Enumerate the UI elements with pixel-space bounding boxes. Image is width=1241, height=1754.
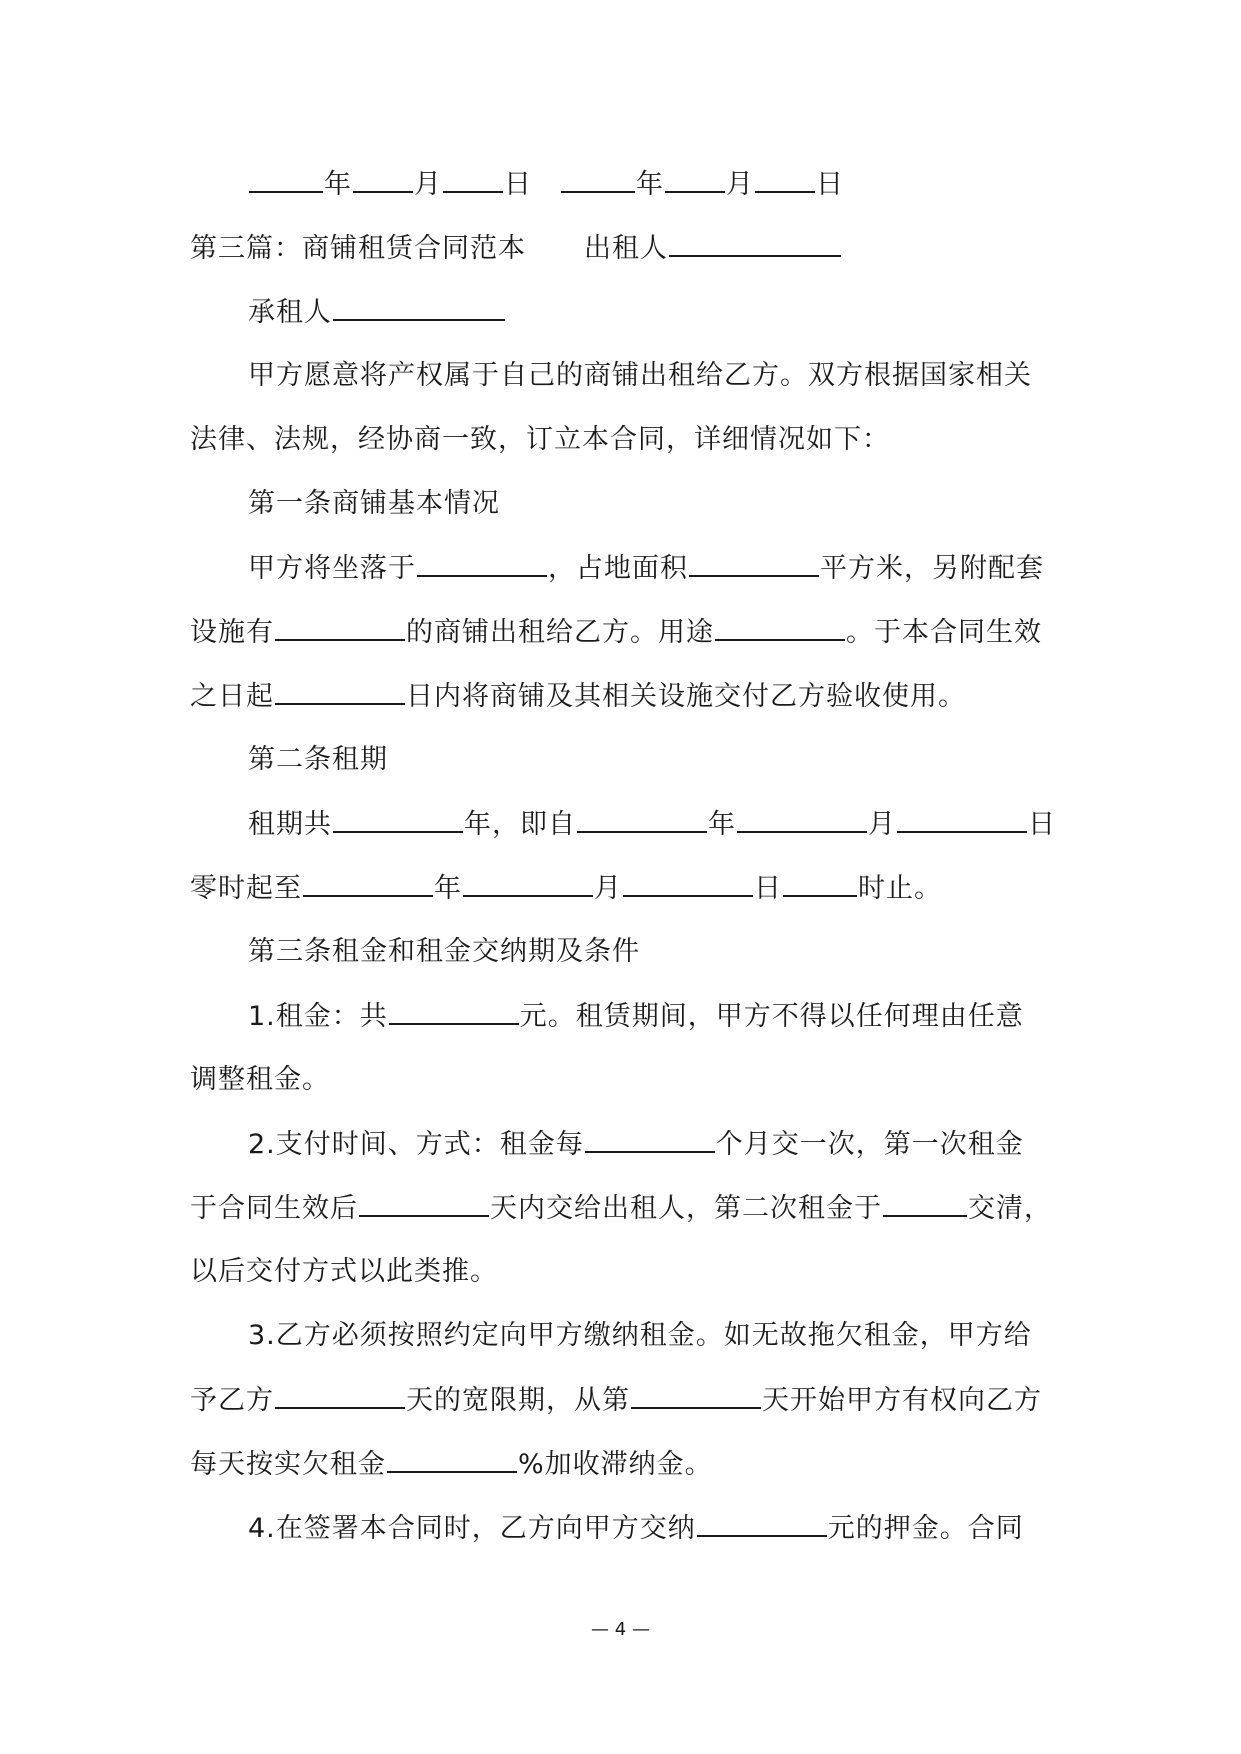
text-fragment: 年，即自 — [464, 809, 576, 840]
blank-field — [577, 804, 707, 833]
text-fragment: 月 — [868, 809, 896, 840]
text-fragment: 个月交一次，第一次租金 — [715, 1129, 1024, 1160]
paragraph-line — [248, 1508, 1024, 1548]
article-title — [248, 484, 500, 524]
text-fragment: 2.支付时间、方式：租金每 — [248, 1129, 584, 1160]
paragraph-line — [190, 612, 1042, 652]
paragraph-line — [248, 804, 1056, 844]
text-fragment: 于合同生效后 — [190, 1193, 358, 1224]
text-fragment: 年 — [636, 169, 664, 200]
blank-field — [897, 804, 1027, 833]
article-title — [248, 932, 640, 972]
text-fragment: 天开始甲方有权向乙方 — [762, 1385, 1042, 1416]
blank-field — [755, 164, 815, 193]
tenant-line — [248, 292, 506, 332]
text-fragment: 日 — [1028, 809, 1056, 840]
tenant-label: 承租人 — [248, 297, 332, 328]
text-fragment: 之日起 — [190, 681, 274, 712]
lessor-label: 出租人 — [584, 233, 668, 264]
article-title — [248, 740, 388, 780]
blank-field — [443, 164, 503, 193]
text-fragment: 设施有 — [190, 617, 274, 648]
blank-field — [275, 1380, 405, 1409]
paragraph-line — [190, 676, 966, 716]
text-fragment: 日 — [754, 873, 782, 904]
blank-field — [333, 292, 505, 321]
text-fragment: 甲方将坐落于 — [248, 553, 416, 584]
text-fragment: 天的宽限期，从第 — [406, 1385, 630, 1416]
paragraph-line — [190, 1380, 1042, 1420]
text-fragment: 日内将商铺及其相关设施交付乙方验收使用。 — [406, 681, 966, 712]
text-fragment: 1.租金：共 — [248, 1001, 388, 1032]
text-fragment: 交清， — [968, 1193, 1052, 1224]
blank-field — [303, 868, 433, 897]
text-fragment: 第三条租金和租金交纳期及条件 — [248, 936, 640, 967]
text-fragment: 3.乙方必须按照约定向甲方缴纳租金。如无故拖欠租金，甲方给 — [248, 1320, 1032, 1351]
text-fragment: 日 — [816, 169, 844, 200]
paragraph-line — [248, 996, 1024, 1036]
text-fragment: 月 — [726, 169, 754, 200]
blank-field — [275, 612, 405, 641]
text-fragment: 日 — [504, 169, 532, 200]
text-fragment: 时止。 — [858, 873, 942, 904]
blank-field — [783, 868, 857, 897]
blank-field — [333, 804, 463, 833]
blank-field — [715, 612, 845, 641]
paragraph-line — [248, 356, 1032, 396]
date-line — [248, 164, 844, 204]
text-fragment: 平方米，另附配套 — [820, 553, 1044, 584]
blank-field — [249, 164, 323, 193]
blank-field — [359, 1188, 489, 1217]
section-title: 第三篇：商铺租赁合同范本 — [190, 233, 526, 264]
paragraph-line — [248, 1316, 1032, 1356]
text-fragment: 予乙方 — [190, 1385, 274, 1416]
text-fragment: 零时起至 — [190, 873, 302, 904]
section-heading — [190, 228, 842, 268]
text-fragment: 第二条租期 — [248, 744, 388, 775]
text-fragment: 元的押金。合同 — [827, 1513, 1024, 1544]
blank-field — [463, 868, 593, 897]
paragraph-line — [190, 868, 942, 908]
blank-field — [275, 676, 405, 705]
blank-field — [665, 164, 725, 193]
text-fragment: 法律、法规，经协商一致，订立本合同，详细情况如下： — [190, 424, 890, 455]
text-fragment: 年 — [324, 169, 352, 200]
blank-field — [689, 548, 819, 577]
page-number: — 4 — — [591, 1619, 650, 1640]
text-fragment: 年 — [434, 873, 462, 904]
blank-field — [417, 548, 547, 577]
text-fragment: 年 — [708, 809, 736, 840]
text-fragment: ，占地面积 — [548, 553, 688, 584]
blank-field — [631, 1380, 761, 1409]
text-fragment: 每天按实欠租金 — [190, 1449, 386, 1480]
text-fragment: 以后交付方式以此类推。 — [190, 1256, 498, 1287]
blank-field — [883, 1188, 967, 1217]
text-fragment: 元。租赁期间，甲方不得以任何理由任意 — [519, 1001, 1024, 1032]
text-fragment: 租期共 — [248, 809, 332, 840]
text-fragment: 月 — [414, 169, 442, 200]
text-fragment: 甲方愿意将产权属于自己的商铺出租给乙方。双方根据国家相关 — [248, 360, 1032, 391]
text-fragment: 调整租金。 — [190, 1064, 330, 1095]
blank-field — [623, 868, 753, 897]
text-fragment: 天内交给出租人，第二次租金于 — [490, 1193, 882, 1224]
blank-field — [697, 1508, 827, 1537]
paragraph-line — [190, 1060, 330, 1100]
text-fragment: 的商铺出租给乙方。用途 — [406, 617, 714, 648]
blank-field — [387, 1444, 517, 1473]
paragraph-line — [190, 1444, 713, 1484]
blank-field — [737, 804, 867, 833]
paragraph-line — [248, 1124, 1024, 1164]
text-fragment: 月 — [594, 873, 622, 904]
paragraph-line — [190, 1188, 1052, 1228]
blank-field — [669, 228, 841, 257]
paragraph-line — [190, 1252, 498, 1292]
text-fragment: 4.在签署本合同时，乙方向甲方交纳 — [248, 1513, 696, 1544]
text-fragment: 第一条商铺基本情况 — [248, 488, 500, 519]
paragraph-line — [248, 548, 1044, 588]
blank-field — [353, 164, 413, 193]
paragraph-line — [190, 420, 890, 460]
blank-field — [561, 164, 635, 193]
text-fragment: 。于本合同生效 — [846, 617, 1042, 648]
blank-field — [389, 996, 519, 1025]
text-fragment: %加收滞纳金。 — [518, 1449, 713, 1480]
blank-field — [585, 1124, 715, 1153]
